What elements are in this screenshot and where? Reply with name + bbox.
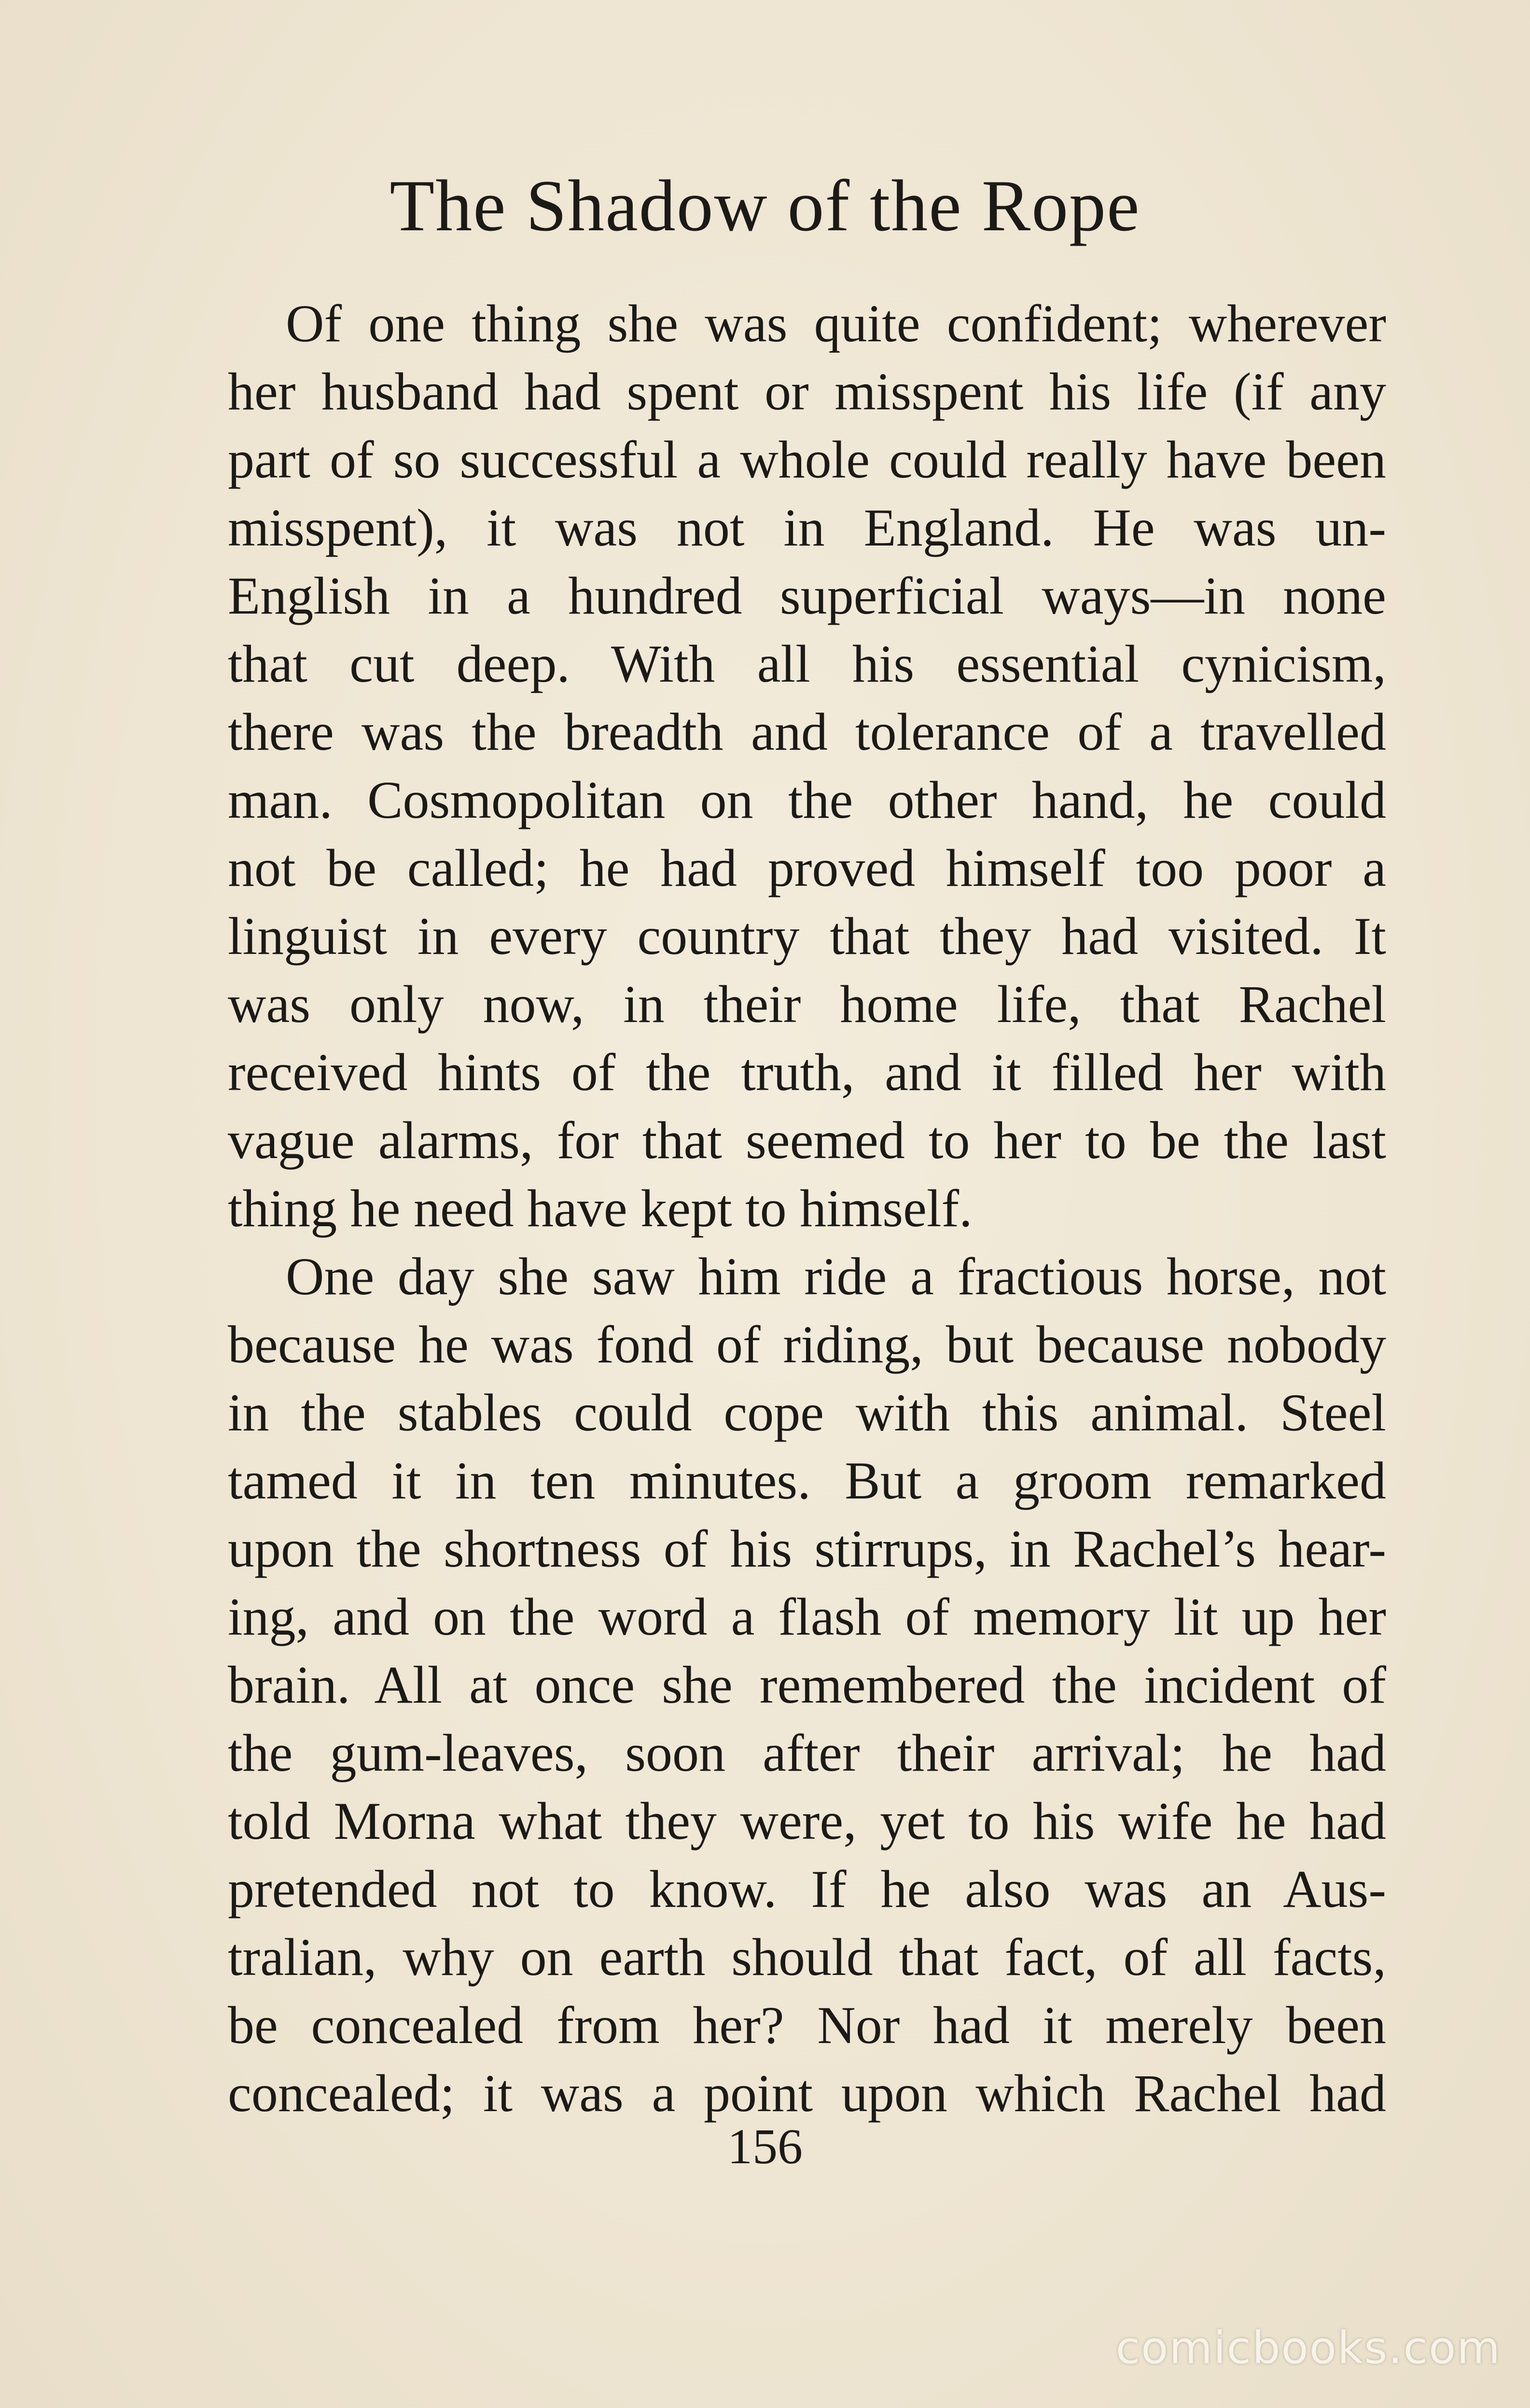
text-line: vague alarms, for that seemed to her to be the last (228, 1111, 1386, 1170)
text-line: linguist in every country that they had visited. It (228, 907, 1386, 966)
text-line: there was the breadth and tolerance of a travelled (228, 702, 1386, 761)
body-text (228, 290, 1386, 2128)
text-line: tralian, why on earth should that fact, of all facts, (228, 1928, 1386, 1987)
text-line: be concealed from her? Nor had it merely been (228, 1996, 1386, 2055)
text-line: concealed; it was a point upon which Rachel had (228, 2064, 1386, 2123)
text-line: Of one thing she was quite confident; wherever (286, 294, 1386, 353)
page-number: 156 (727, 2119, 803, 2174)
paragraph-1 (228, 290, 1386, 1243)
text-line: received hints of the truth, and it filled her with (228, 1043, 1386, 1102)
text-line: tamed it in ten minutes. But a groom remarked (228, 1451, 1386, 1510)
text-line: thing he need have kept to himself. (228, 1179, 973, 1238)
text-line: upon the shortness of his stirrups, in Rachel’s hear- (228, 1519, 1386, 1578)
text-line: One day she saw him ride a fractious horse, not (286, 1247, 1386, 1306)
text-line: English in a hundred superficial ways—in none (228, 566, 1386, 625)
paragraph-2 (228, 1243, 1386, 2128)
text-line: man. Cosmopolitan on the other hand, he could (228, 770, 1386, 829)
text-line: that cut deep. With all his essential cynicism, (228, 634, 1386, 693)
watermark: comicbooks.com (1115, 2322, 1501, 2374)
text-line: part of so successful a whole could really have been (228, 430, 1386, 489)
text-line: the gum-leaves, soon after their arrival; he had (228, 1723, 1386, 1782)
text-line: not be called; he had proved himself too poor a (228, 839, 1386, 897)
running-head: The Shadow of the Rope (389, 165, 1141, 246)
text-line: told Morna what they were, yet to his wife he had (228, 1792, 1386, 1850)
text-line: ing, and on the word a flash of memory lit up her (228, 1587, 1386, 1646)
text-line: pretended not to know. If he also was an Aus- (228, 1860, 1386, 1918)
text-line: misspent), it was not in England. He was un- (228, 498, 1386, 557)
text-line: because he was fond of riding, but because nobody (228, 1315, 1386, 1374)
text-line: her husband had spent or misspent his life (if any (228, 362, 1386, 421)
text-line: brain. All at once she remembered the incident of (228, 1655, 1386, 1714)
text-line: in the stables could cope with this animal. Steel (228, 1383, 1386, 1442)
text-line: was only now, in their home life, that Rachel (228, 975, 1386, 1034)
